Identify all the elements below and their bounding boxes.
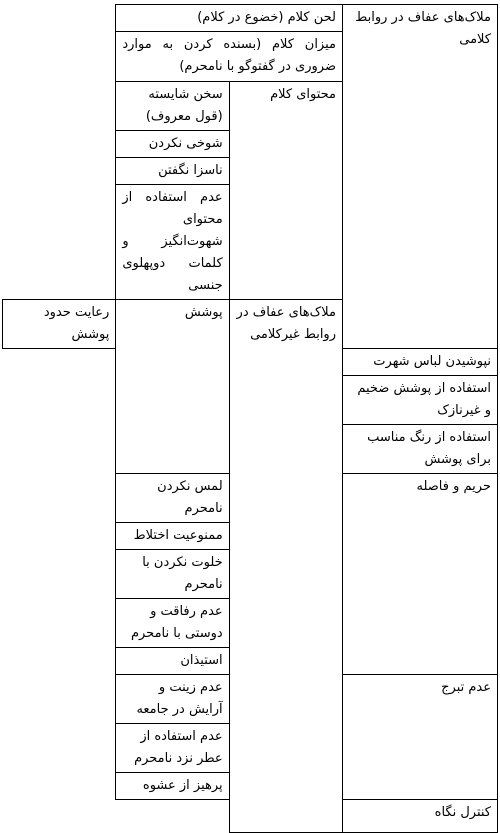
verbal-content-item: سخن شایسته (قول معروف) xyxy=(116,82,229,131)
tabarruj-label: عدم تبرج xyxy=(343,675,498,800)
criteria-table xyxy=(2,4,498,833)
verbal-content-item: عدم استفاده از محتوای شهوت‌انگیز و کلمات دوپهلوی جنسی xyxy=(116,185,229,300)
privacy-item: خلوت نکردن با نامحرم xyxy=(116,550,229,599)
clothing-label: پوشش xyxy=(116,300,229,474)
category-verbal: ملاک‌های عفاف در روابط کلامی xyxy=(343,5,498,349)
privacy-item: عدم رفاقت و دوستی با نامحرم xyxy=(116,599,229,648)
privacy-item: استیذان xyxy=(116,648,229,675)
gaze-control: کنترل نگاه xyxy=(229,800,497,833)
clothing-item: رعایت حدود پوشش xyxy=(3,300,116,349)
tabarruj-item: عدم زینت و آرایش در جامعه xyxy=(116,675,229,724)
privacy-item: لمس نکردن نامحرم xyxy=(116,474,229,523)
privacy-label: حریم و فاصله xyxy=(343,474,498,675)
verbal-amount: میزان کلام (بسنده کردن به موارد ضروری در گفتوگو با نامحرم) xyxy=(116,32,343,82)
clothing-item: نپوشیدن لباس شهرت xyxy=(343,349,498,376)
verbal-content-label: محتوای کلام xyxy=(229,82,342,300)
tabarruj-item: پرهیز از عشوه xyxy=(116,773,229,800)
verbal-tone: لحن کلام (خضوع در کلام) xyxy=(116,5,343,32)
clothing-item: استفاده از رنگ مناسب برای پوشش xyxy=(343,425,498,474)
tabarruj-item: عدم استفاده از عطر نزد نامحرم xyxy=(116,724,229,773)
clothing-item: استفاده از پوشش ضخیم و غیرنازک xyxy=(343,376,498,425)
category-nonverbal: ملاک‌های عفاف در روابط غیرکلامی xyxy=(229,300,342,833)
privacy-item: ممنوعیت اختلاط xyxy=(116,523,229,550)
verbal-content-item: شوخی نکردن xyxy=(116,131,229,158)
verbal-content-item: ناسزا نگفتن xyxy=(116,158,229,185)
